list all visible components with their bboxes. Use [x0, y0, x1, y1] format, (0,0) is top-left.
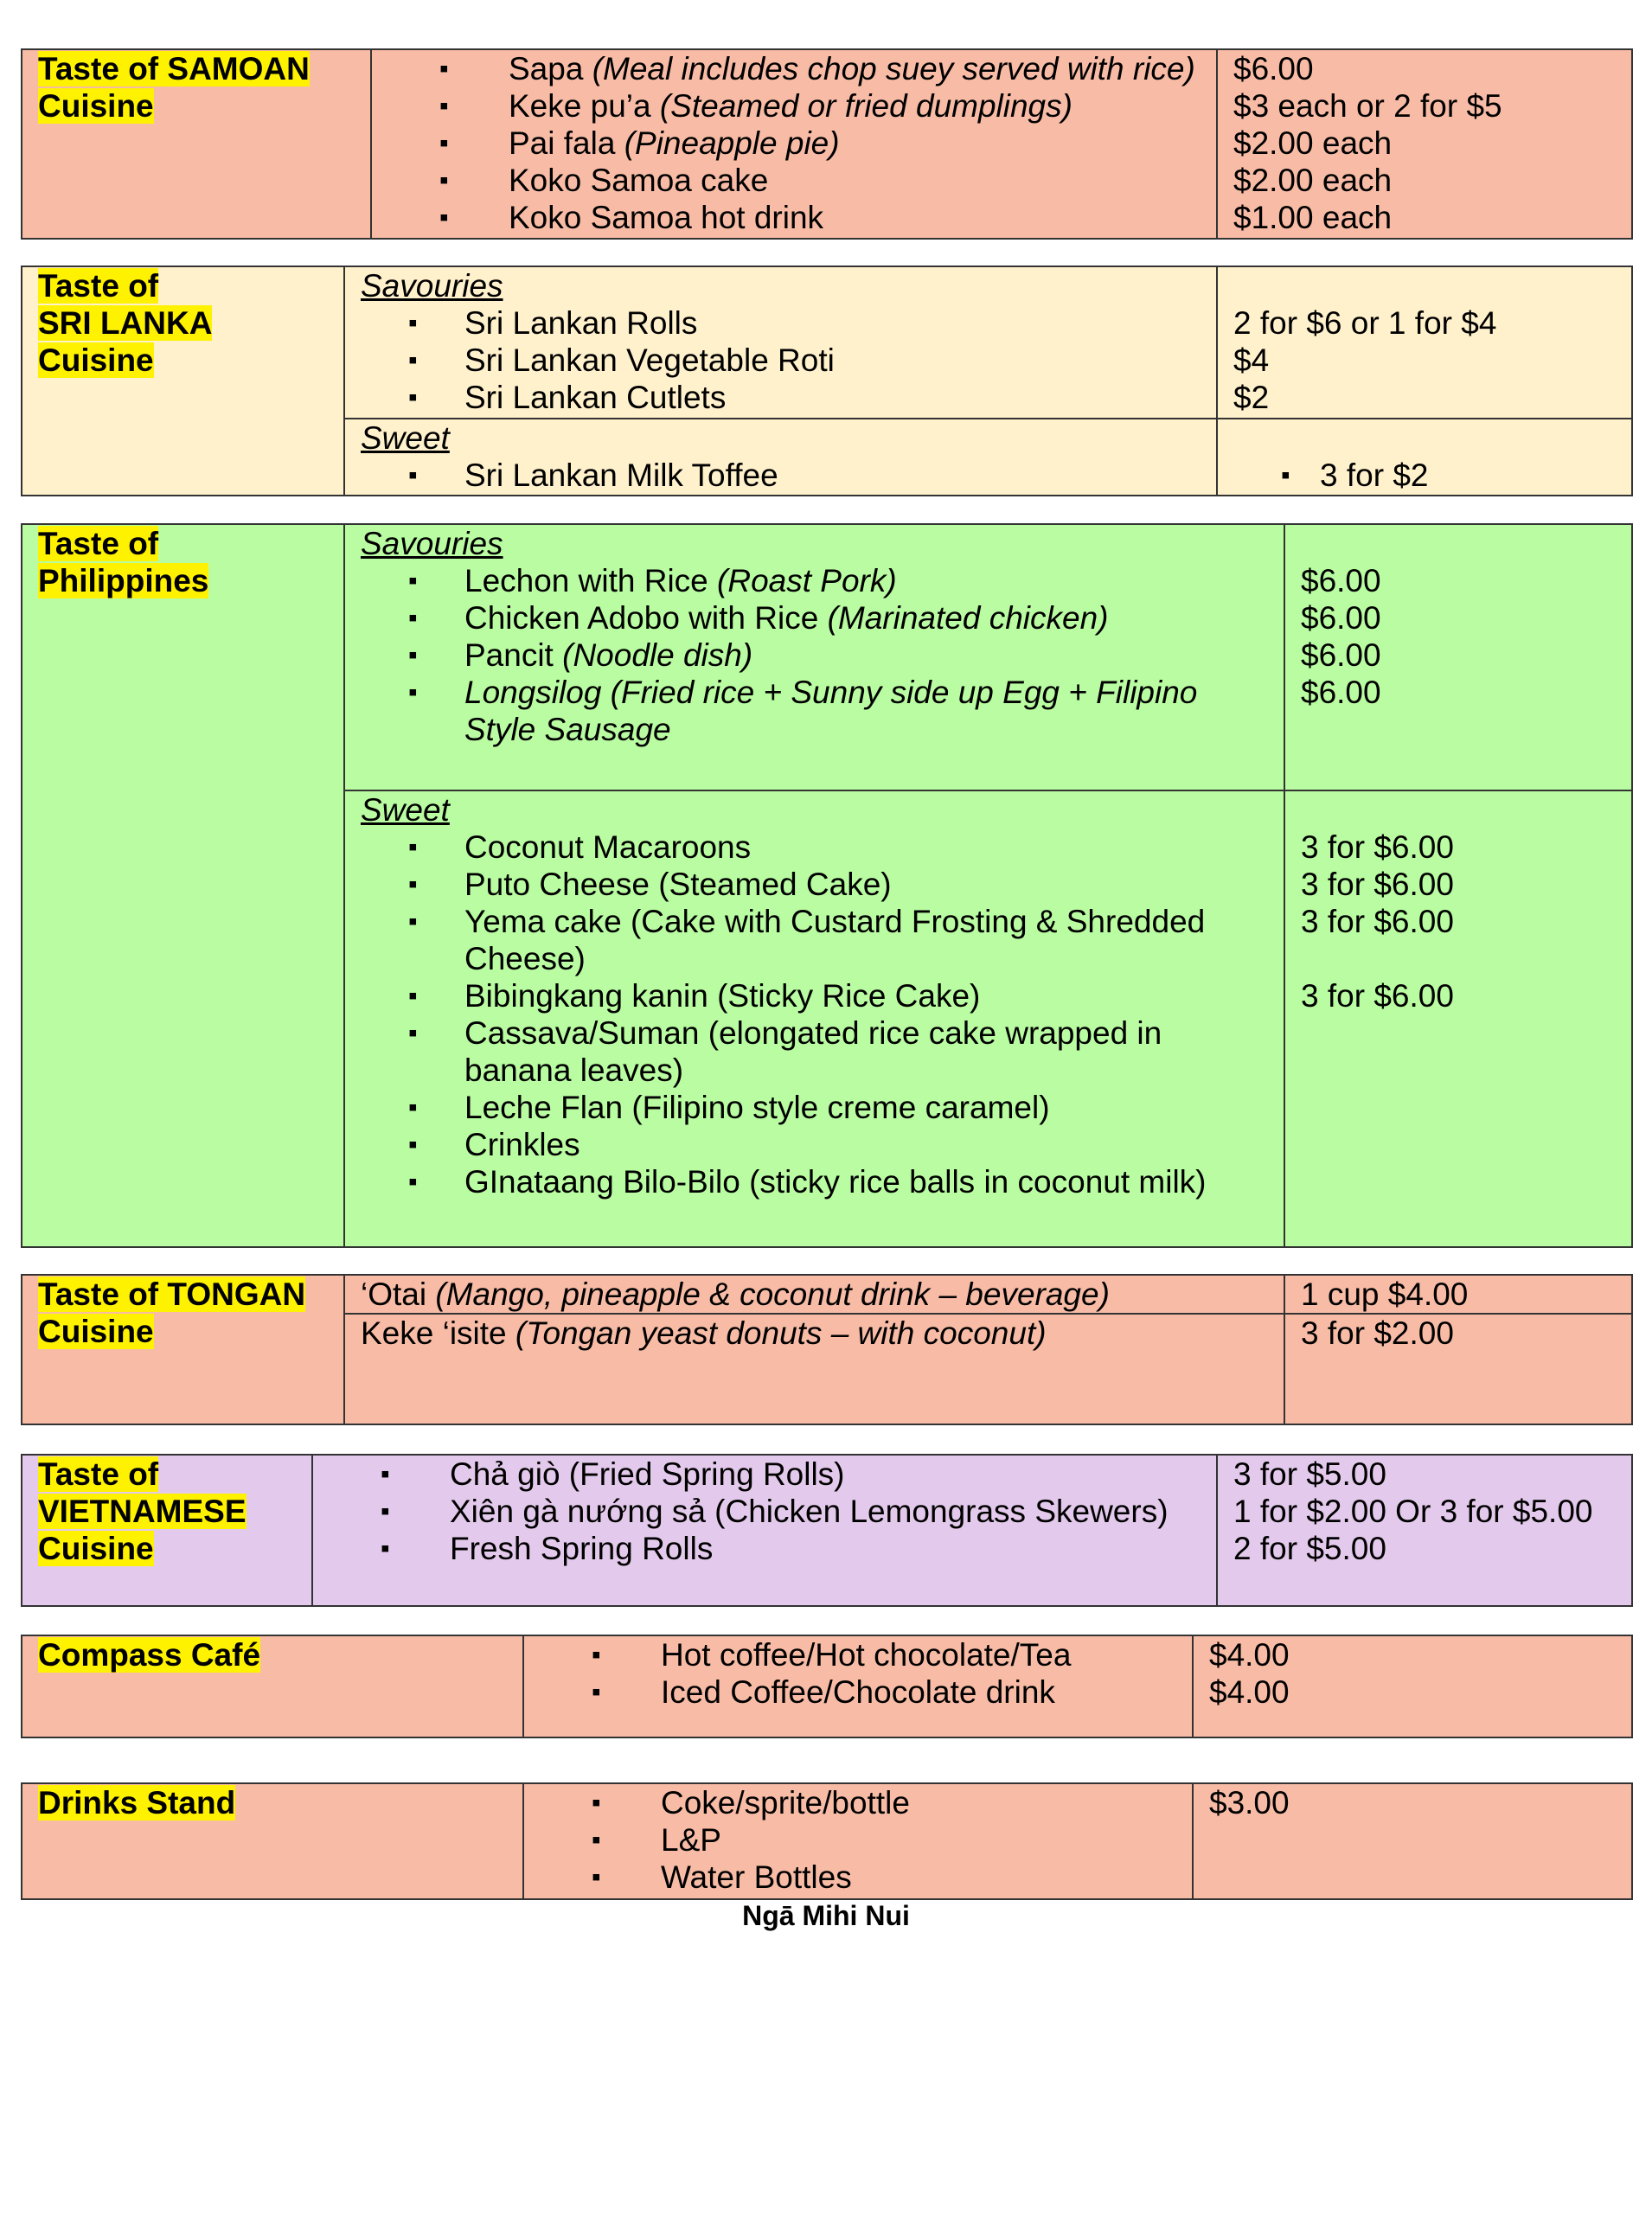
srilanka-title-line2: SRI LANKA: [38, 305, 213, 341]
price: $4: [1233, 342, 1270, 378]
item-description: (Tongan yeast donuts – with coconut): [515, 1315, 1047, 1351]
item-description: Longsilog (Fried rice + Sunny side up Egg + Filipino Style Sausage: [464, 675, 1198, 747]
list-item: ▪ GInataang Bilo-Bilo (sticky rice balls in coconut milk): [361, 1163, 1268, 1200]
philippines-title-line1: Taste of: [38, 526, 159, 561]
vietnamese-item-list: [329, 1456, 1201, 1567]
srilanka-title-line1: Taste of: [38, 268, 159, 304]
list-item: [387, 162, 1201, 199]
list-item: ▪ Sri Lankan Cutlets: [361, 379, 1201, 416]
vietnamese-title-line1: Taste of: [38, 1456, 159, 1492]
list-item: ▪ Puto Cheese (Steamed Cake): [361, 866, 1268, 903]
tongan-price-cell: 3 for $2.00: [1284, 1314, 1632, 1424]
item-description: (Pineapple pie): [624, 125, 840, 161]
section-label-savouries: Savouries: [361, 526, 503, 561]
drinks-item-list: [540, 1784, 1176, 1896]
philippines-sweet-cell: [344, 790, 1284, 1247]
list-item: ▪ Leche Flan (Filipino style creme caramel): [361, 1089, 1268, 1126]
price: $6.00: [1301, 637, 1381, 673]
section-label-savouries: Savouries: [361, 268, 503, 304]
philippines-savoury-price-list: [1301, 562, 1616, 711]
price: $6.00: [1301, 563, 1381, 598]
price: 3 for $6.00: [1301, 978, 1454, 1014]
list-item: ▪ Water Bottles: [540, 1859, 1176, 1896]
tongan-price-cell: 1 cup $4.00: [1284, 1275, 1632, 1314]
tongan-title-cell: [22, 1275, 344, 1424]
drinks-items-cell: [523, 1783, 1193, 1899]
section-label-sweet: Sweet: [361, 792, 450, 828]
list-item: [387, 199, 1201, 236]
samoan-title-cell: [22, 49, 371, 239]
item-description: (Meal includes chop suey served with rice): [592, 51, 1195, 86]
item-name: Chicken Adobo with Rice: [464, 600, 828, 636]
vietnamese-menu-table: [21, 1454, 1633, 1607]
list-item: ▪ Xiên gà nướng sả (Chicken Lemongrass Skewers): [329, 1493, 1201, 1530]
price: $2: [1233, 380, 1270, 415]
list-item: ▪ Yema cake (Cake with Custard Frosting & Shredded Cheese): [361, 903, 1268, 977]
philippines-savoury-prices-cell: [1284, 524, 1632, 790]
price: ▪ 3 for $2: [1233, 457, 1616, 494]
drinks-prices-cell: [1193, 1783, 1632, 1899]
drinks-title-cell: [22, 1783, 523, 1899]
compass-title: Compass Café: [38, 1637, 261, 1673]
price: 3 for $6.00: [1301, 904, 1454, 939]
list-item: ▪ Crinkles: [361, 1126, 1268, 1163]
vietnamese-title-cell: [22, 1455, 312, 1606]
item-name: ‘Otai: [361, 1277, 436, 1312]
item-name: Pancit: [464, 637, 563, 673]
vietnamese-prices-cell: [1217, 1455, 1632, 1606]
philippines-sweet-prices-cell: [1284, 790, 1632, 1247]
item-name: Pai fala: [509, 125, 624, 161]
compass-title-cell: [22, 1635, 523, 1737]
item-description: (Roast Pork): [717, 563, 897, 598]
samoan-prices-cell: [1217, 49, 1632, 239]
footer-thanks: Ngā Mihi Nui: [742, 1900, 910, 1931]
section-label-sweet: Sweet: [361, 420, 450, 456]
philippines-title-line2: Philippines: [38, 563, 209, 598]
list-item: ▪ Sri Lankan Vegetable Roti: [361, 342, 1201, 379]
price: 3 for $6.00: [1301, 867, 1454, 902]
samoan-menu-table: [21, 48, 1633, 240]
drinks-price-list: [1209, 1784, 1616, 1821]
list-item: [361, 599, 1268, 637]
srilanka-sweet-price-list: [1233, 457, 1616, 494]
srilanka-savoury-price-list: [1233, 304, 1616, 416]
philippines-sweet-list: [361, 829, 1268, 1200]
tongan-title-line2: Cuisine: [38, 1314, 154, 1349]
samoan-title-line1: Taste of SAMOAN: [38, 51, 310, 86]
item-description: (Noodle dish): [562, 637, 753, 673]
price: 1 for $2.00 Or 3 for $5.00: [1233, 1494, 1593, 1529]
item-name: Sapa: [509, 51, 592, 86]
list-item: ▪ Fresh Spring Rolls: [329, 1530, 1201, 1567]
srilanka-sweet-cell: [344, 419, 1217, 496]
item-description: (Steamed or fried dumplings): [659, 88, 1073, 124]
list-item: ▪ Bibingkang kanin (Sticky Rice Cake): [361, 977, 1268, 1014]
srilanka-savoury-prices-cell: [1217, 266, 1632, 419]
vietnamese-items-cell: [312, 1455, 1217, 1606]
price: 2 for $6 or 1 for $4: [1233, 305, 1497, 341]
srilanka-menu-table: [21, 266, 1633, 496]
list-item: ▪ L&P: [540, 1821, 1176, 1859]
compass-prices-cell: [1193, 1635, 1632, 1737]
tongan-title-line1: Taste of TONGAN: [38, 1277, 306, 1312]
srilanka-sweet-list: [361, 457, 1201, 494]
srilanka-savouries-cell: [344, 266, 1217, 419]
price: $6.00: [1301, 675, 1381, 710]
item-name: Keke ‘isite: [361, 1315, 515, 1351]
compass-items-cell: [523, 1635, 1193, 1737]
item-name: Keke pu’a: [509, 88, 660, 124]
list-item: [361, 562, 1268, 599]
price: 2 for $5.00: [1233, 1531, 1386, 1566]
list-item: ▪ Sri Lankan Milk Toffee: [361, 457, 1201, 494]
tongan-item-cell: [344, 1314, 1284, 1424]
tongan-item-cell: [344, 1275, 1284, 1314]
drinks-title: Drinks Stand: [38, 1785, 236, 1820]
vietnamese-price-list: [1233, 1456, 1616, 1567]
compass-cafe-table: [21, 1635, 1633, 1738]
philippines-menu-table: [21, 523, 1633, 1248]
price: $6.00: [1233, 51, 1314, 86]
list-item: [361, 674, 1268, 748]
price: $2.00 each: [1233, 125, 1393, 161]
compass-item-list: [540, 1636, 1176, 1711]
item-name: Koko Samoa hot drink: [509, 200, 824, 235]
price: $2.00 each: [1233, 163, 1393, 198]
philippines-savouries-cell: [344, 524, 1284, 790]
compass-price-list: [1209, 1636, 1616, 1711]
list-item: ▪ Chả giò (Fried Spring Rolls): [329, 1456, 1201, 1493]
list-item: [387, 125, 1201, 162]
list-item: ▪ Cassava/Suman (elongated rice cake wrapped in banana leaves): [361, 1014, 1268, 1089]
list-item: [387, 50, 1201, 87]
srilanka-title-cell: [22, 266, 344, 496]
list-item: ▪ Sri Lankan Rolls: [361, 304, 1201, 342]
price: 3 for $5.00: [1233, 1456, 1386, 1492]
list-item: ▪ Hot coffee/Hot chocolate/Tea: [540, 1636, 1176, 1673]
price: $3 each or 2 for $5: [1233, 88, 1502, 124]
price: $1.00 each: [1233, 200, 1393, 235]
price: $4.00: [1209, 1637, 1290, 1673]
srilanka-savouries-list: [361, 304, 1201, 416]
srilanka-sweet-prices-cell: [1217, 419, 1632, 496]
philippines-savouries-list: [361, 562, 1268, 748]
list-item: [387, 87, 1201, 125]
list-item: ▪ Coconut Macaroons: [361, 829, 1268, 866]
vietnamese-title-line3: Cuisine: [38, 1531, 154, 1566]
price: $6.00: [1301, 600, 1381, 636]
item-name: Lechon with Rice: [464, 563, 718, 598]
item-name: Koko Samoa cake: [509, 163, 769, 198]
drinks-stand-table: [21, 1782, 1633, 1900]
samoan-items-cell: [371, 49, 1217, 239]
samoan-item-list: [387, 50, 1201, 236]
item-description: (Marinated chicken): [827, 600, 1109, 636]
list-item: [361, 637, 1268, 674]
philippines-sweet-price-list: [1301, 829, 1616, 1014]
item-description: (Mango, pineapple & coconut drink – beverage): [435, 1277, 1110, 1312]
vietnamese-title-line2: VIETNAMESE: [38, 1494, 247, 1529]
samoan-title-line2: Cuisine: [38, 88, 154, 124]
price: 3 for $6.00: [1301, 829, 1454, 865]
philippines-title-cell: [22, 524, 344, 1247]
list-item: ▪ Iced Coffee/Chocolate drink: [540, 1673, 1176, 1711]
srilanka-title-line3: Cuisine: [38, 342, 154, 378]
price: $4.00: [1209, 1674, 1290, 1710]
tongan-menu-table: [21, 1274, 1633, 1425]
samoan-price-list: [1233, 50, 1616, 236]
list-item: ▪ Coke/sprite/bottle: [540, 1784, 1176, 1821]
price: $3.00: [1209, 1785, 1290, 1820]
